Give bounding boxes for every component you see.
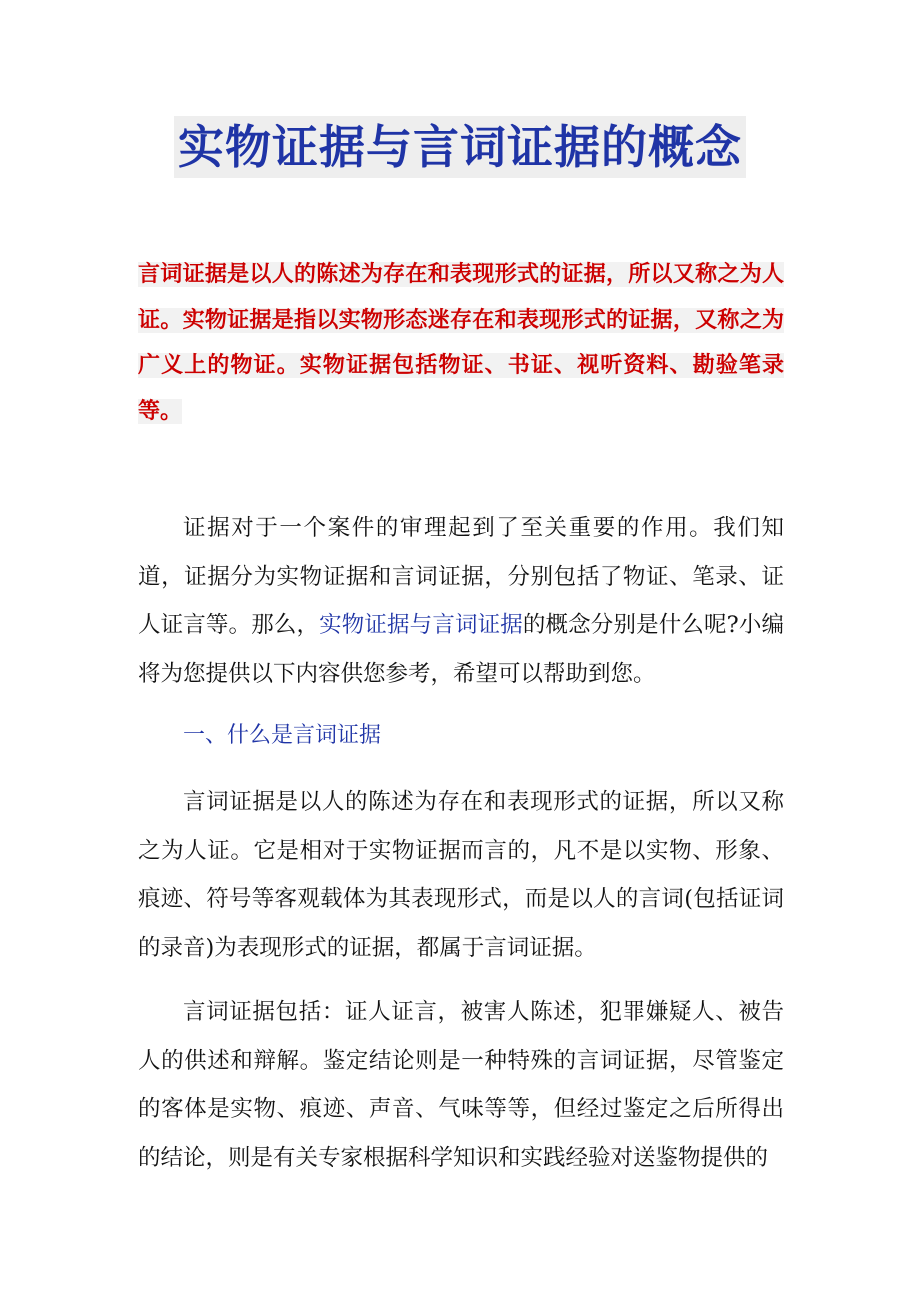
page-title: 实物证据与言词证据的概念 xyxy=(174,116,746,178)
intro-text-before: 证据对于一个案件的审理起到了至关重要的作用。我们知道，证据分为实物证据和言词证据，分别包括了物证、笔录、证人证言等。那么， xyxy=(138,515,784,638)
summary-block xyxy=(138,252,784,434)
intro-text-after: 的概念分别是什么呢?小编将为您提供以下内容供您参考，希望可以帮助到您。 xyxy=(138,612,784,687)
section-heading: 一、什么是言词证据 xyxy=(183,723,382,748)
title-container xyxy=(0,116,920,178)
article-link[interactable]: 实物证据与言词证据 xyxy=(319,612,523,638)
summary-text: 言词证据是以人的陈述为存在和表现形式的证据，所以又称之为人证。实物证据是指以实物形态迷存在和表现形式的证据，又称之为广义上的物证。实物证据包括物证、书证、视听资料、勘验笔录等。 xyxy=(138,262,784,424)
intro-paragraph xyxy=(138,504,784,698)
body-paragraph-1: 言词证据是以人的陈述为存在和表现形式的证据，所以又称之为人证。它是相对于实物证据而言的，凡不是以实物、形象、痕迹、符号等客观载体为其表现形式，而是以人的言词(包括证词的录音)为表现形式的证据，都属于言词证据。 xyxy=(138,789,784,961)
body-paragraph-2: 言词证据包括：证人证言，被害人陈述，犯罪嫌疑人、被告人的供述和辩解。鉴定结论则是一种特殊的言词证据，尽管鉴定的客体是实物、痕迹、声音、气味等等，但经过鉴定之后所得出的结论，则是有关专家根据科学知识和实践经验对送鉴物提供的 xyxy=(138,999,784,1171)
